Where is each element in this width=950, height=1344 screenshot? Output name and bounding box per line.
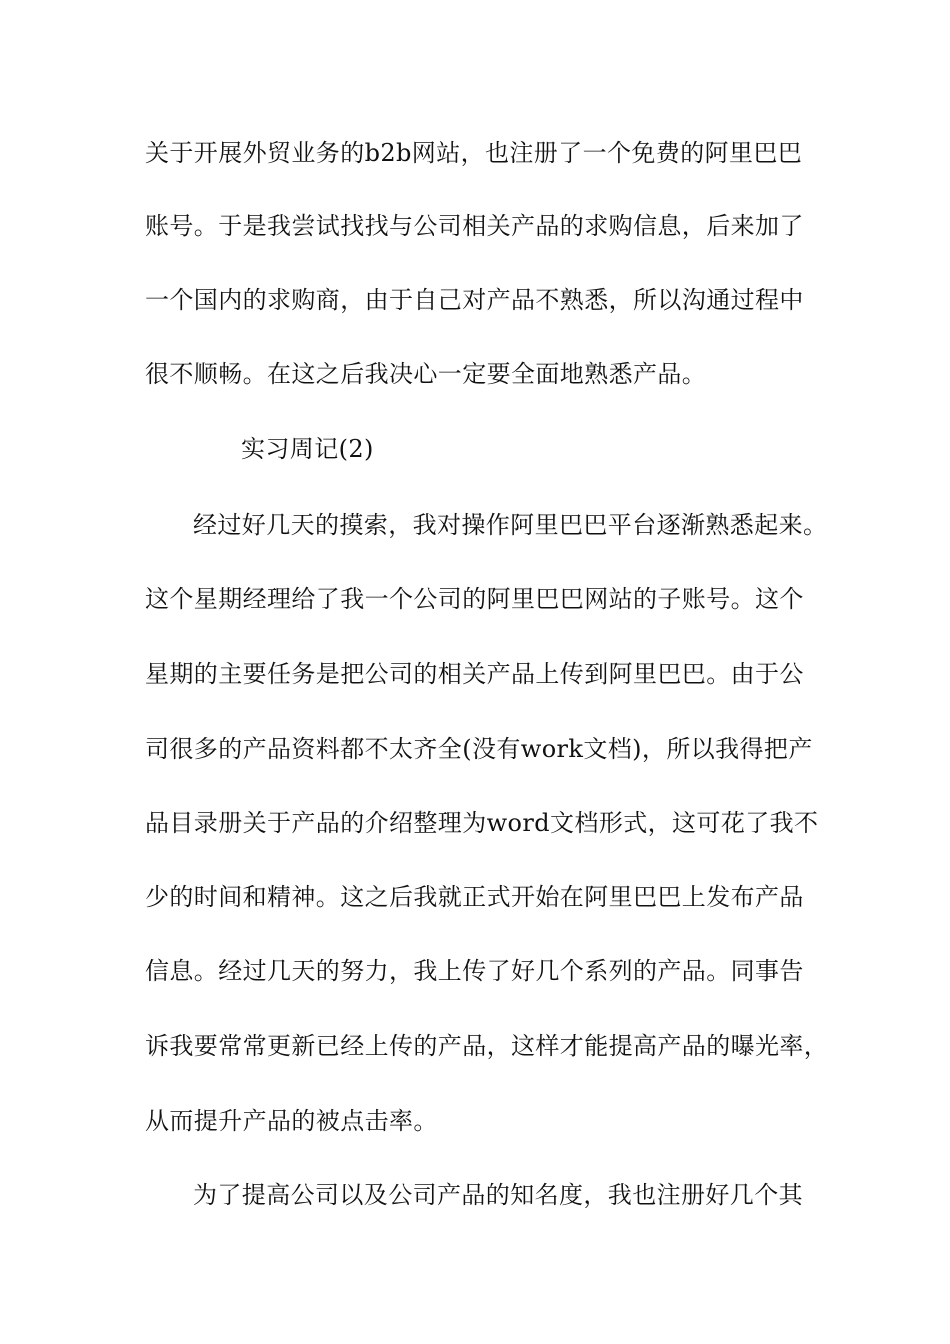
paragraph-line: 账号。于是我尝试找找与公司相关产品的求购信息，后来加了: [145, 212, 804, 240]
paragraph-line: 诉我要常常更新已经上传的产品，这样才能提高产品的曝光率，: [145, 1032, 829, 1060]
paragraph-line: 从而提升产品的被点击率。: [145, 1107, 438, 1135]
paragraph-line: 信息。经过几天的努力，我上传了好几个系列的产品。同事告: [145, 957, 804, 985]
paragraph-line: 一个国内的求购商，由于自己对产品不熟悉，所以沟通过程中: [145, 286, 804, 314]
paragraph-line: 关于开展外贸业务的b2b网站，也注册了一个免费的阿里巴巴: [145, 139, 803, 167]
paragraph-line: 为了提高公司以及公司产品的知名度，我也注册好几个其: [193, 1181, 803, 1209]
paragraph-line: 经过好几天的摸索，我对操作阿里巴巴平台逐渐熟悉起来。: [193, 511, 828, 539]
paragraph-line: 星期的主要任务是把公司的相关产品上传到阿里巴巴。由于公: [145, 660, 804, 688]
paragraph-line: 少的时间和精神。这之后我就正式开始在阿里巴巴上发布产品: [145, 883, 804, 911]
section-heading: 实习周记(2): [241, 435, 374, 463]
paragraph-line: 司很多的产品资料都不太齐全(没有work文档)，所以我得把产: [145, 735, 813, 763]
paragraph-line: 这个星期经理给了我一个公司的阿里巴巴网站的子账号。这个: [145, 585, 804, 613]
paragraph-line: 品目录册关于产品的介绍整理为word文档形式，这可花了我不: [145, 809, 819, 837]
paragraph-line: 很不顺畅。在这之后我决心一定要全面地熟悉产品。: [145, 360, 707, 388]
